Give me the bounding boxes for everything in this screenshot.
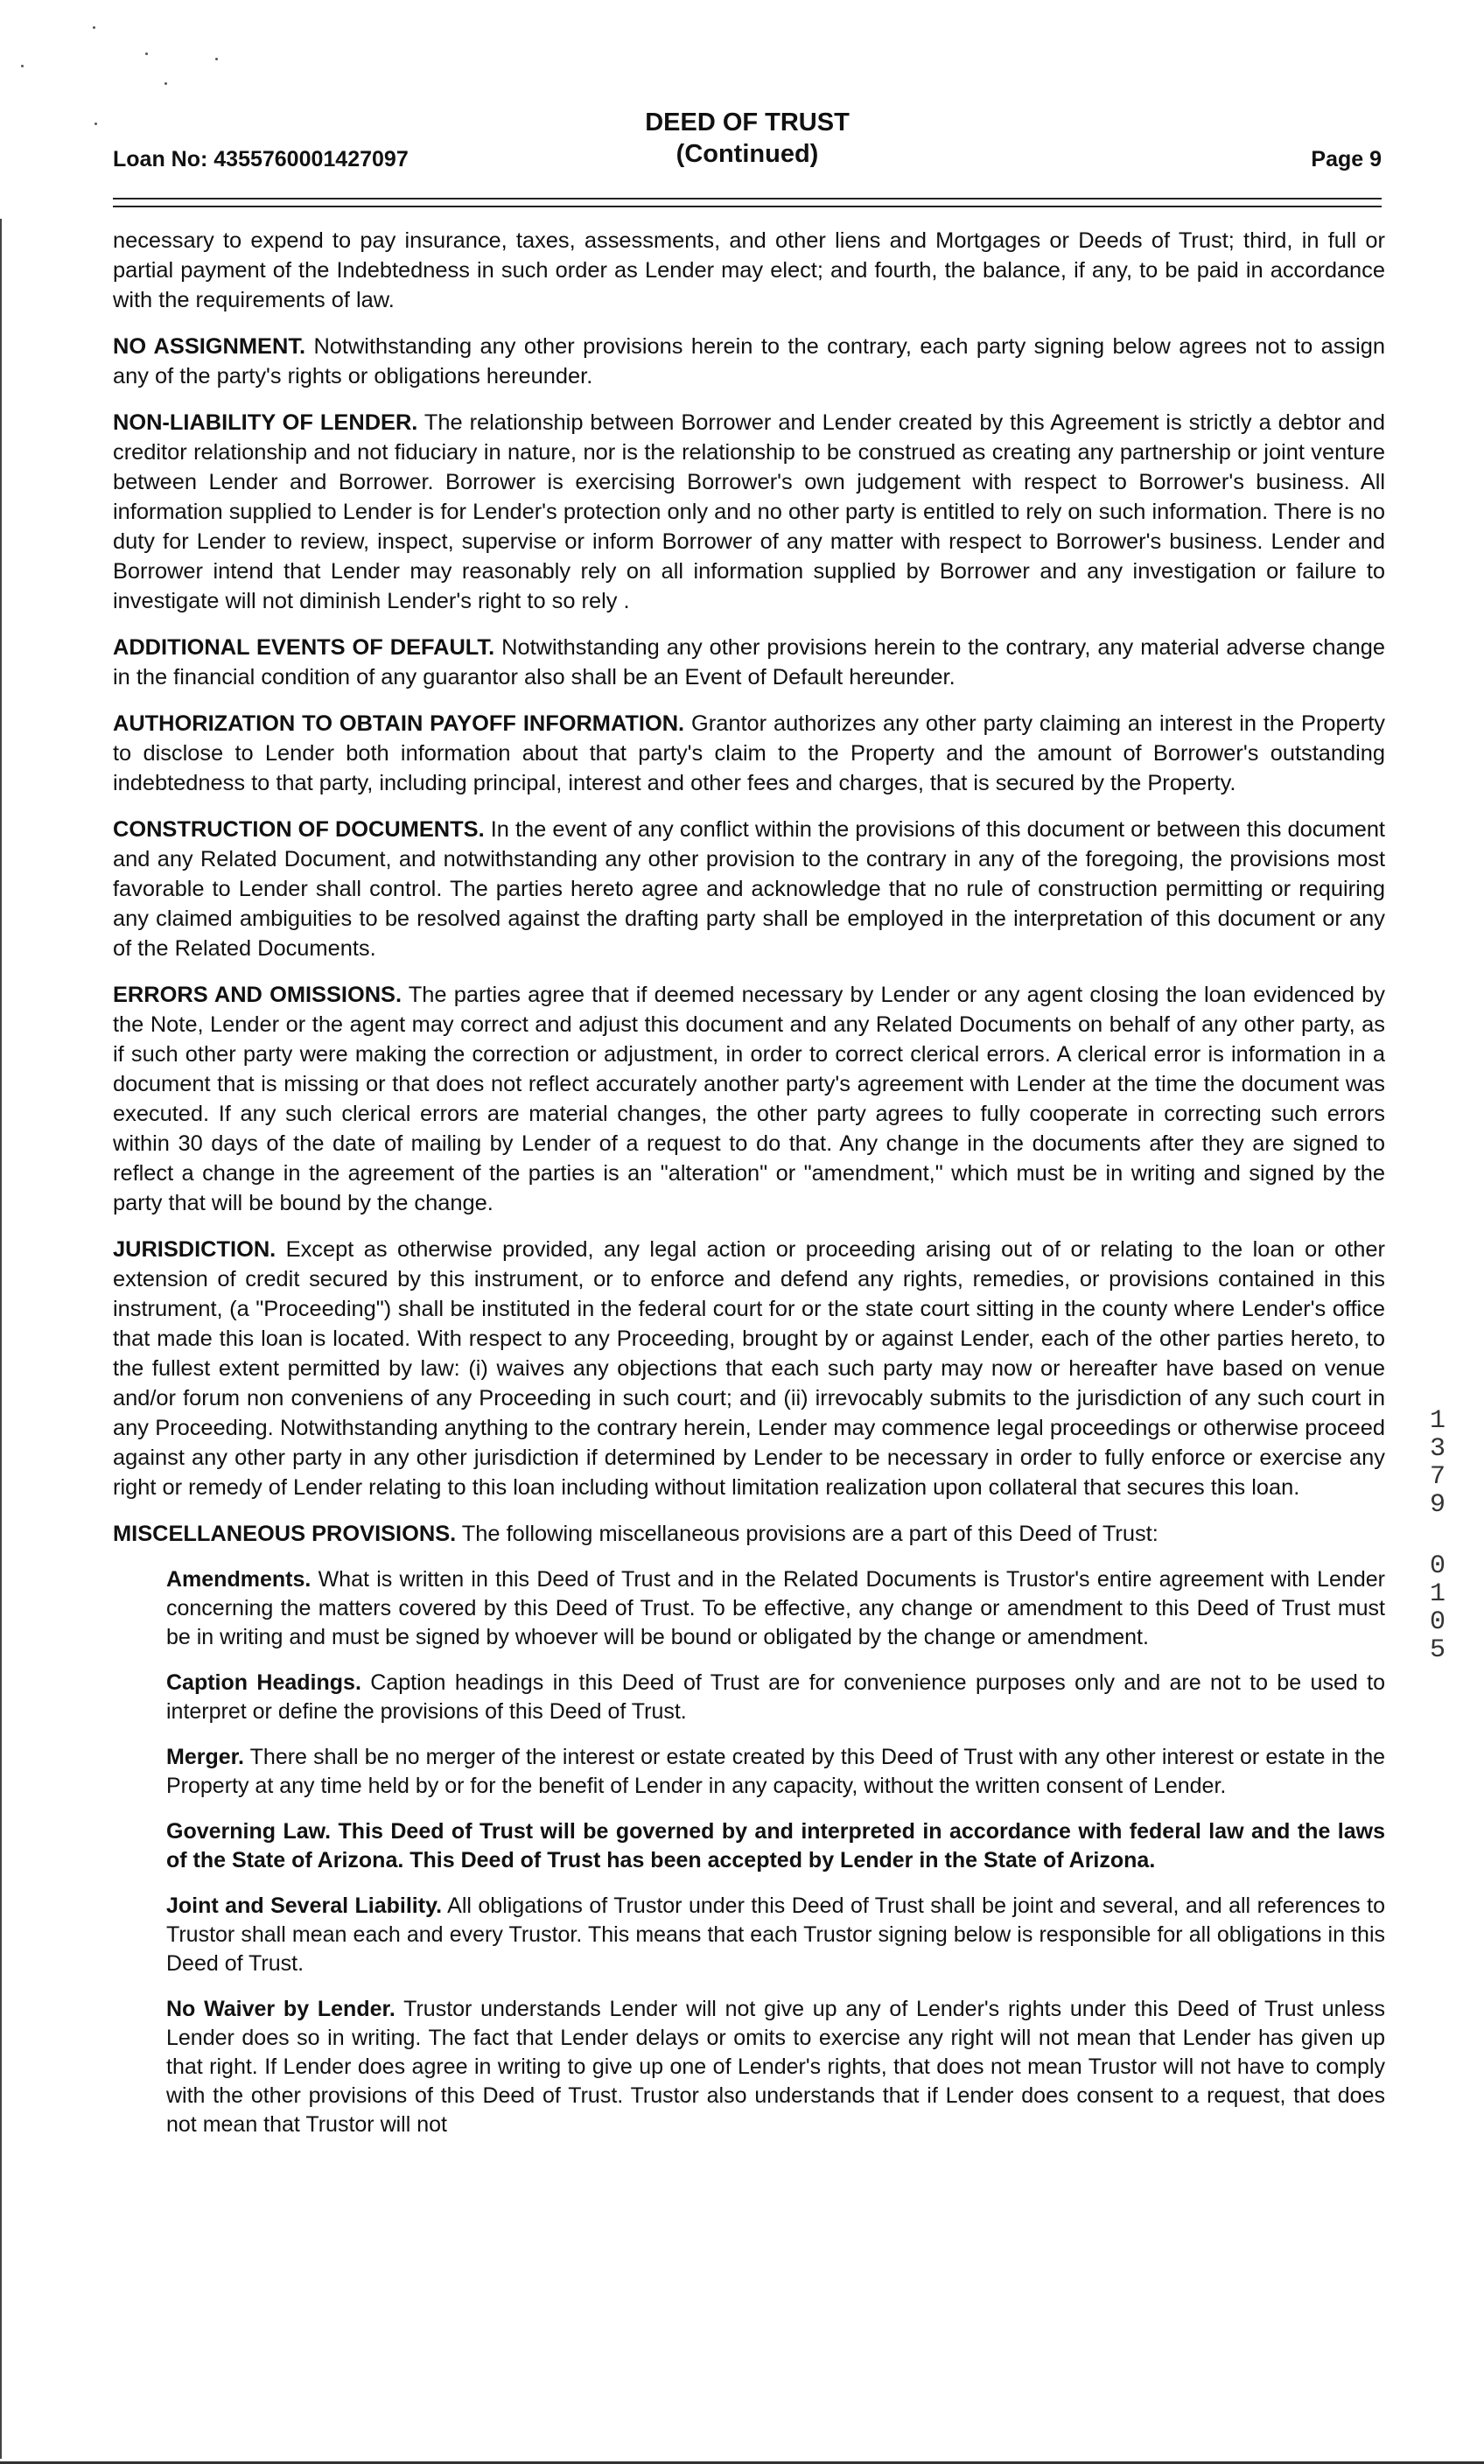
scan-speck: [215, 58, 218, 60]
stamp-digit: 1: [1429, 1579, 1446, 1609]
paragraph-text: necessary to expend to pay insurance, taxes, assessments, and other liens and Mortgages or Deeds of Trust; third, in full or partial payment of the Indebtedness in such order as Lender may elect; and fourth, the balance, if any, to be paid in accordance with the requirements of law.: [113, 228, 1385, 312]
stamp-digit: 5: [1429, 1635, 1446, 1665]
page-header: [113, 107, 1382, 177]
scan-speck: [145, 52, 148, 55]
stamp-gap: [1423, 1519, 1452, 1552]
scan-speck: [21, 65, 24, 67]
sub-text: There shall be no merger of the interest or estate created by this Deed of Trust with any other interest or estate in the Property at any time held by or for the benefit of Lender in any capacity, without the written consent of Lender.: [166, 1745, 1385, 1798]
paragraph: [113, 408, 1385, 616]
paragraph-heading: MISCELLANEOUS PROVISIONS.: [113, 1522, 457, 1546]
paragraph: [113, 815, 1385, 963]
title-subline: (Continued): [676, 140, 819, 168]
sub-heading: No Waiver by Lender.: [166, 1997, 396, 2021]
paragraph: [113, 226, 1385, 315]
sub-paragraph: [166, 1669, 1385, 1726]
paragraph-heading: ADDITIONAL EVENTS OF DEFAULT.: [113, 635, 495, 660]
scan-speck: [93, 26, 95, 29]
paragraph-text: The following miscellaneous provisions are a part of this Deed of Trust:: [456, 1522, 1158, 1546]
sub-text: Trustor understands Lender will not give up any of Lender's rights under this Deed of Trust unless Lender does so in writing. The fact that Lender delays or omits to exercise any right will not mean that Lender has given up that right. If Lender does agree in writing to give up one of Lender's rights, that does not mean Trustor will not have to comply with the other provisions of this Deed of Trust. Trustor also understands that if Lender does consent to a request, that does not mean that Trustor will not: [166, 1997, 1386, 2137]
paragraph-heading: JURISDICTION.: [113, 1237, 276, 1262]
sub-heading: Merger.: [166, 1745, 244, 1769]
scan-speck: [94, 122, 97, 125]
paragraph-text: Grantor authorizes any other party claiming an interest in the Property to disclose to Lender both information about that party's claim to the Property and the amount of Borrower's outstanding indebtedness to that party, including principal, interest and other fees and charges, that is secured by the Property.: [113, 711, 1385, 795]
paragraph: [113, 1519, 1385, 1549]
sub-heading: Governing Law.: [166, 1819, 332, 1844]
stamp-digit: 3: [1429, 1434, 1446, 1464]
sub-paragraph: [166, 1892, 1385, 1978]
sub-paragraph: [166, 1743, 1385, 1801]
sub-text: This Deed of Trust will be governed by and interpreted in accordance with federal law and the laws of the State of Arizona. This Deed of Trust has been accepted by Lender in the State of Arizona.: [166, 1819, 1385, 1872]
stamp-digit: 9: [1429, 1490, 1446, 1520]
sub-text: All obligations of Trustor under this Deed of Trust shall be joint and several, and all references to Trustor shall mean each and every Trustor. This means that each Trustor signing below is responsible for all obligations in this Deed of Trust.: [166, 1894, 1385, 1976]
paragraph: [113, 980, 1385, 1218]
paragraph-text: Except as otherwise provided, any legal action or proceeding arising out of or relating to the loan or other extension of credit secured by this instrument, or to enforce and defend any rights, remedies, or provisions contained in this instrument, (a "Proceeding") shall be instituted in the federal court for or the state court sitting in the county where Lender's office that made this loan is located. With respect to any Proceeding, brought by or against Lender, each of the other parties hereto, to the fullest extent permitted by law: (i) waives any objections that each such party may now or hereafter have based on venue and/or forum non conveniens of any Proceeding in such court; and (ii) irrevocably submits to the jurisdiction of any such court in any Proceeding. Notwithstanding anything to the contrary herein, Lender may commence legal proceedings or otherwise proceed against any other party in any other jurisdiction if determined by Lender to be necessary in order to fully enforce or exercise any right or remedy of Lender relating to this loan including without limitation realization upon collateral that secures this loan.: [113, 1237, 1385, 1500]
sub-paragraph: [166, 1995, 1385, 2139]
paragraph-text: The relationship between Borrower and Lender created by this Agreement is strictly a debtor and creditor relationship and not fiduciary in nature, nor is the relationship to be construed as creating any partnership or joint venture between Lender and Borrower. Borrower is exercising Borrower's own judgement with respect to Borrower's business. All information supplied to Lender is for Lender's protection only and no other party is entitled to rely on such information. There is no duty for Lender to review, inspect, supervise or inform Borrower of any matter with respect to Borrower's business. Lender and Borrower intend that Lender may reasonably rely on all information supplied by Borrower and any investigation or failure to investigate will not diminish Lender's right to so rely .: [113, 410, 1385, 613]
page-number: Page 9: [1311, 147, 1382, 172]
paragraph: [113, 1235, 1385, 1502]
paragraph-heading: CONSTRUCTION OF DOCUMENTS.: [113, 817, 485, 842]
paragraph-text: In the event of any conflict within the provisions of this document or between this document and any Related Document, and notwithstanding any other provision to the contrary in any of the foregoing, the provisions most favorable to Lender shall control. The parties hereto agree and acknowledge that no rule of construction permitting or requiring any claimed ambiguities to be resolved against the drafting party shall be employed in the interpretation of this document or any of the Related Documents.: [113, 817, 1385, 961]
sub-provisions: [166, 1565, 1385, 2139]
loan-number: Loan No: 4355760001427097: [113, 147, 409, 172]
scan-edge-line: [0, 219, 2, 2459]
sub-heading: Caption Headings.: [166, 1670, 361, 1695]
paragraph: [113, 332, 1385, 391]
document-body: [113, 226, 1385, 2156]
title-line: DEED OF TRUST: [645, 108, 850, 136]
paragraph-heading: AUTHORIZATION TO OBTAIN PAYOFF INFORMATION.: [113, 711, 685, 736]
stamp-digit: 1: [1429, 1406, 1446, 1436]
stamp-digit: 7: [1429, 1462, 1446, 1492]
paragraph-heading: NO ASSIGNMENT.: [113, 334, 306, 359]
paragraph-heading: ERRORS AND OMISSIONS.: [113, 983, 402, 1007]
header-divider: [113, 206, 1382, 207]
paragraph: [113, 633, 1385, 692]
sub-text: Caption headings in this Deed of Trust are for convenience purposes only and are not to be used to interpret or define the provisions of this Deed of Trust.: [166, 1670, 1386, 1724]
stamp-digit: 0: [1429, 1607, 1446, 1637]
recording-stamp: [1423, 1407, 1452, 1664]
paragraph-heading: NON-LIABILITY OF LENDER.: [113, 410, 418, 435]
header-divider: [113, 198, 1382, 200]
sub-heading: Amendments.: [166, 1567, 312, 1592]
scan-speck: [164, 82, 167, 85]
paragraph-text: Notwithstanding any other provisions herein to the contrary, each party signing below agrees not to assign any of the party's rights or obligations hereunder.: [113, 334, 1385, 388]
paragraph-text: Notwithstanding any other provisions herein to the contrary, any material adverse change in the financial condition of any guarantor also shall be an Event of Default hereunder.: [113, 635, 1385, 690]
sub-paragraph: [166, 1565, 1385, 1652]
sub-text: What is written in this Deed of Trust and in the Related Documents is Trustor's entire agreement with Lender concerning the matters covered by this Deed of Trust. To be effective, any change or amendment to this Deed of Trust must be in writing and must be signed by whoever will be bound or obligated by the change or amendment.: [166, 1567, 1385, 1649]
stamp-digit: 0: [1429, 1551, 1446, 1581]
paragraph-text: The parties agree that if deemed necessary by Lender or any agent closing the loan evidenced by the Note, Lender or the agent may correct and adjust this document and any Related Documents on behalf of any other party, as if such other party were making the correction or adjustment, in order to correct clerical errors. A clerical error is information in a document that is missing or that does not reflect accurately another party's agreement with Lender at the time the document was executed. If any such clerical errors are material changes, the other party agrees to fully cooperate in correcting such errors within 30 days of the date of mailing by Lender of a request to do that. Any change in the documents after they are signed to reflect a change in the agreement of the parties is an "alteration" or "amendment," which must be in writing and signed by the party that will be bound by the change.: [113, 983, 1385, 1215]
paragraph: [113, 709, 1385, 798]
sub-paragraph: [166, 1817, 1385, 1875]
sub-heading: Joint and Several Liability.: [166, 1894, 443, 1918]
